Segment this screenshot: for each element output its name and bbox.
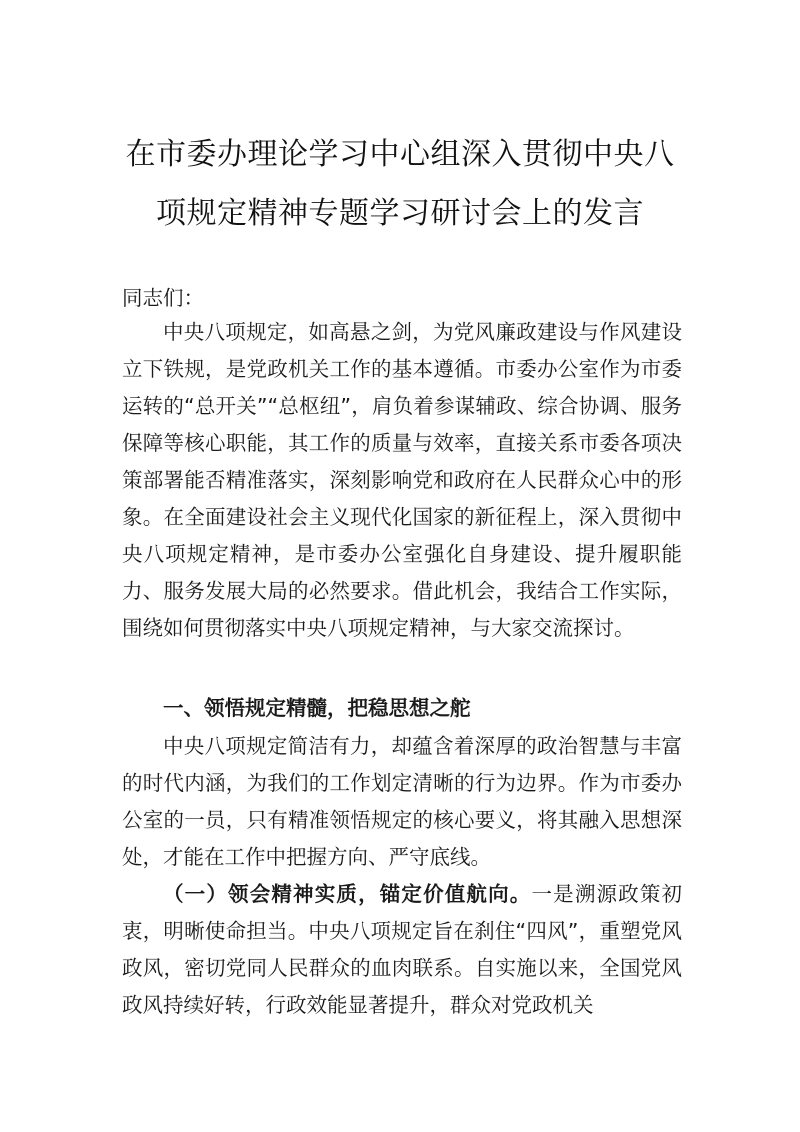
paragraph-intro: [122, 314, 682, 647]
document-title-line-2: 项规定精神专题学习研讨会上的发言: [156, 196, 644, 231]
subsection-heading-1: （一）领会精神实质，锚定价值航向。: [163, 882, 532, 906]
section-heading-1: 一、领悟规定精髓，把稳思想之舵: [163, 696, 471, 720]
paragraph-subsection-1-text: [122, 876, 682, 1024]
paragraph-section-1: [122, 728, 682, 876]
paragraph-intro-text: 中央八项规定，如高悬之剑，为党风廉政建设与作风建设立下铁规，是党政机关工作的基本遵循。市委办公室作为市委运转的“总开关”“总枢纽”，肩负着参谋辅政、综合协调、服务保障等核心职能，其工作的质量与效率，直接关系市委各项决策部署能否精准落实，深刻影响党和政府在人民群众心中的形象。在全面建设社会主义现代化国家的新征程上，深入贯彻中央八项规定精神，是市委办公室强化自身建设、提升履职能力、服务发展大局的必然要求。借此机会，我结合工作实际，围绕如何贯彻落实中央八项规定精神，与大家交流探讨。: [122, 320, 682, 640]
salutation: 同志们：: [122, 286, 204, 310]
paragraph-section-1-text: 中央八项规定简洁有力，却蕴含着深厚的政治智慧与丰富的时代内涵，为我们的工作划定清晰的行为边界。作为市委办公室的一员，只有精准领悟规定的核心要义，将其融入思想深处，才能在工作中把握方向、严守底线。: [122, 734, 682, 869]
subsection-1-body: 一是溯源政策初衷，明晰使命担当。中央八项规定旨在刹住“四风”，重塑党风政风，密切党同人民群众的血肉联系。自实施以来，全国党风政风持续好转，行政效能显著提升，群众对党政机关: [122, 882, 683, 1017]
document-title-line-1: 在市委办理论学习中心组深入贯彻中央八: [125, 137, 675, 172]
paragraph-subsection-1: [122, 876, 682, 1024]
